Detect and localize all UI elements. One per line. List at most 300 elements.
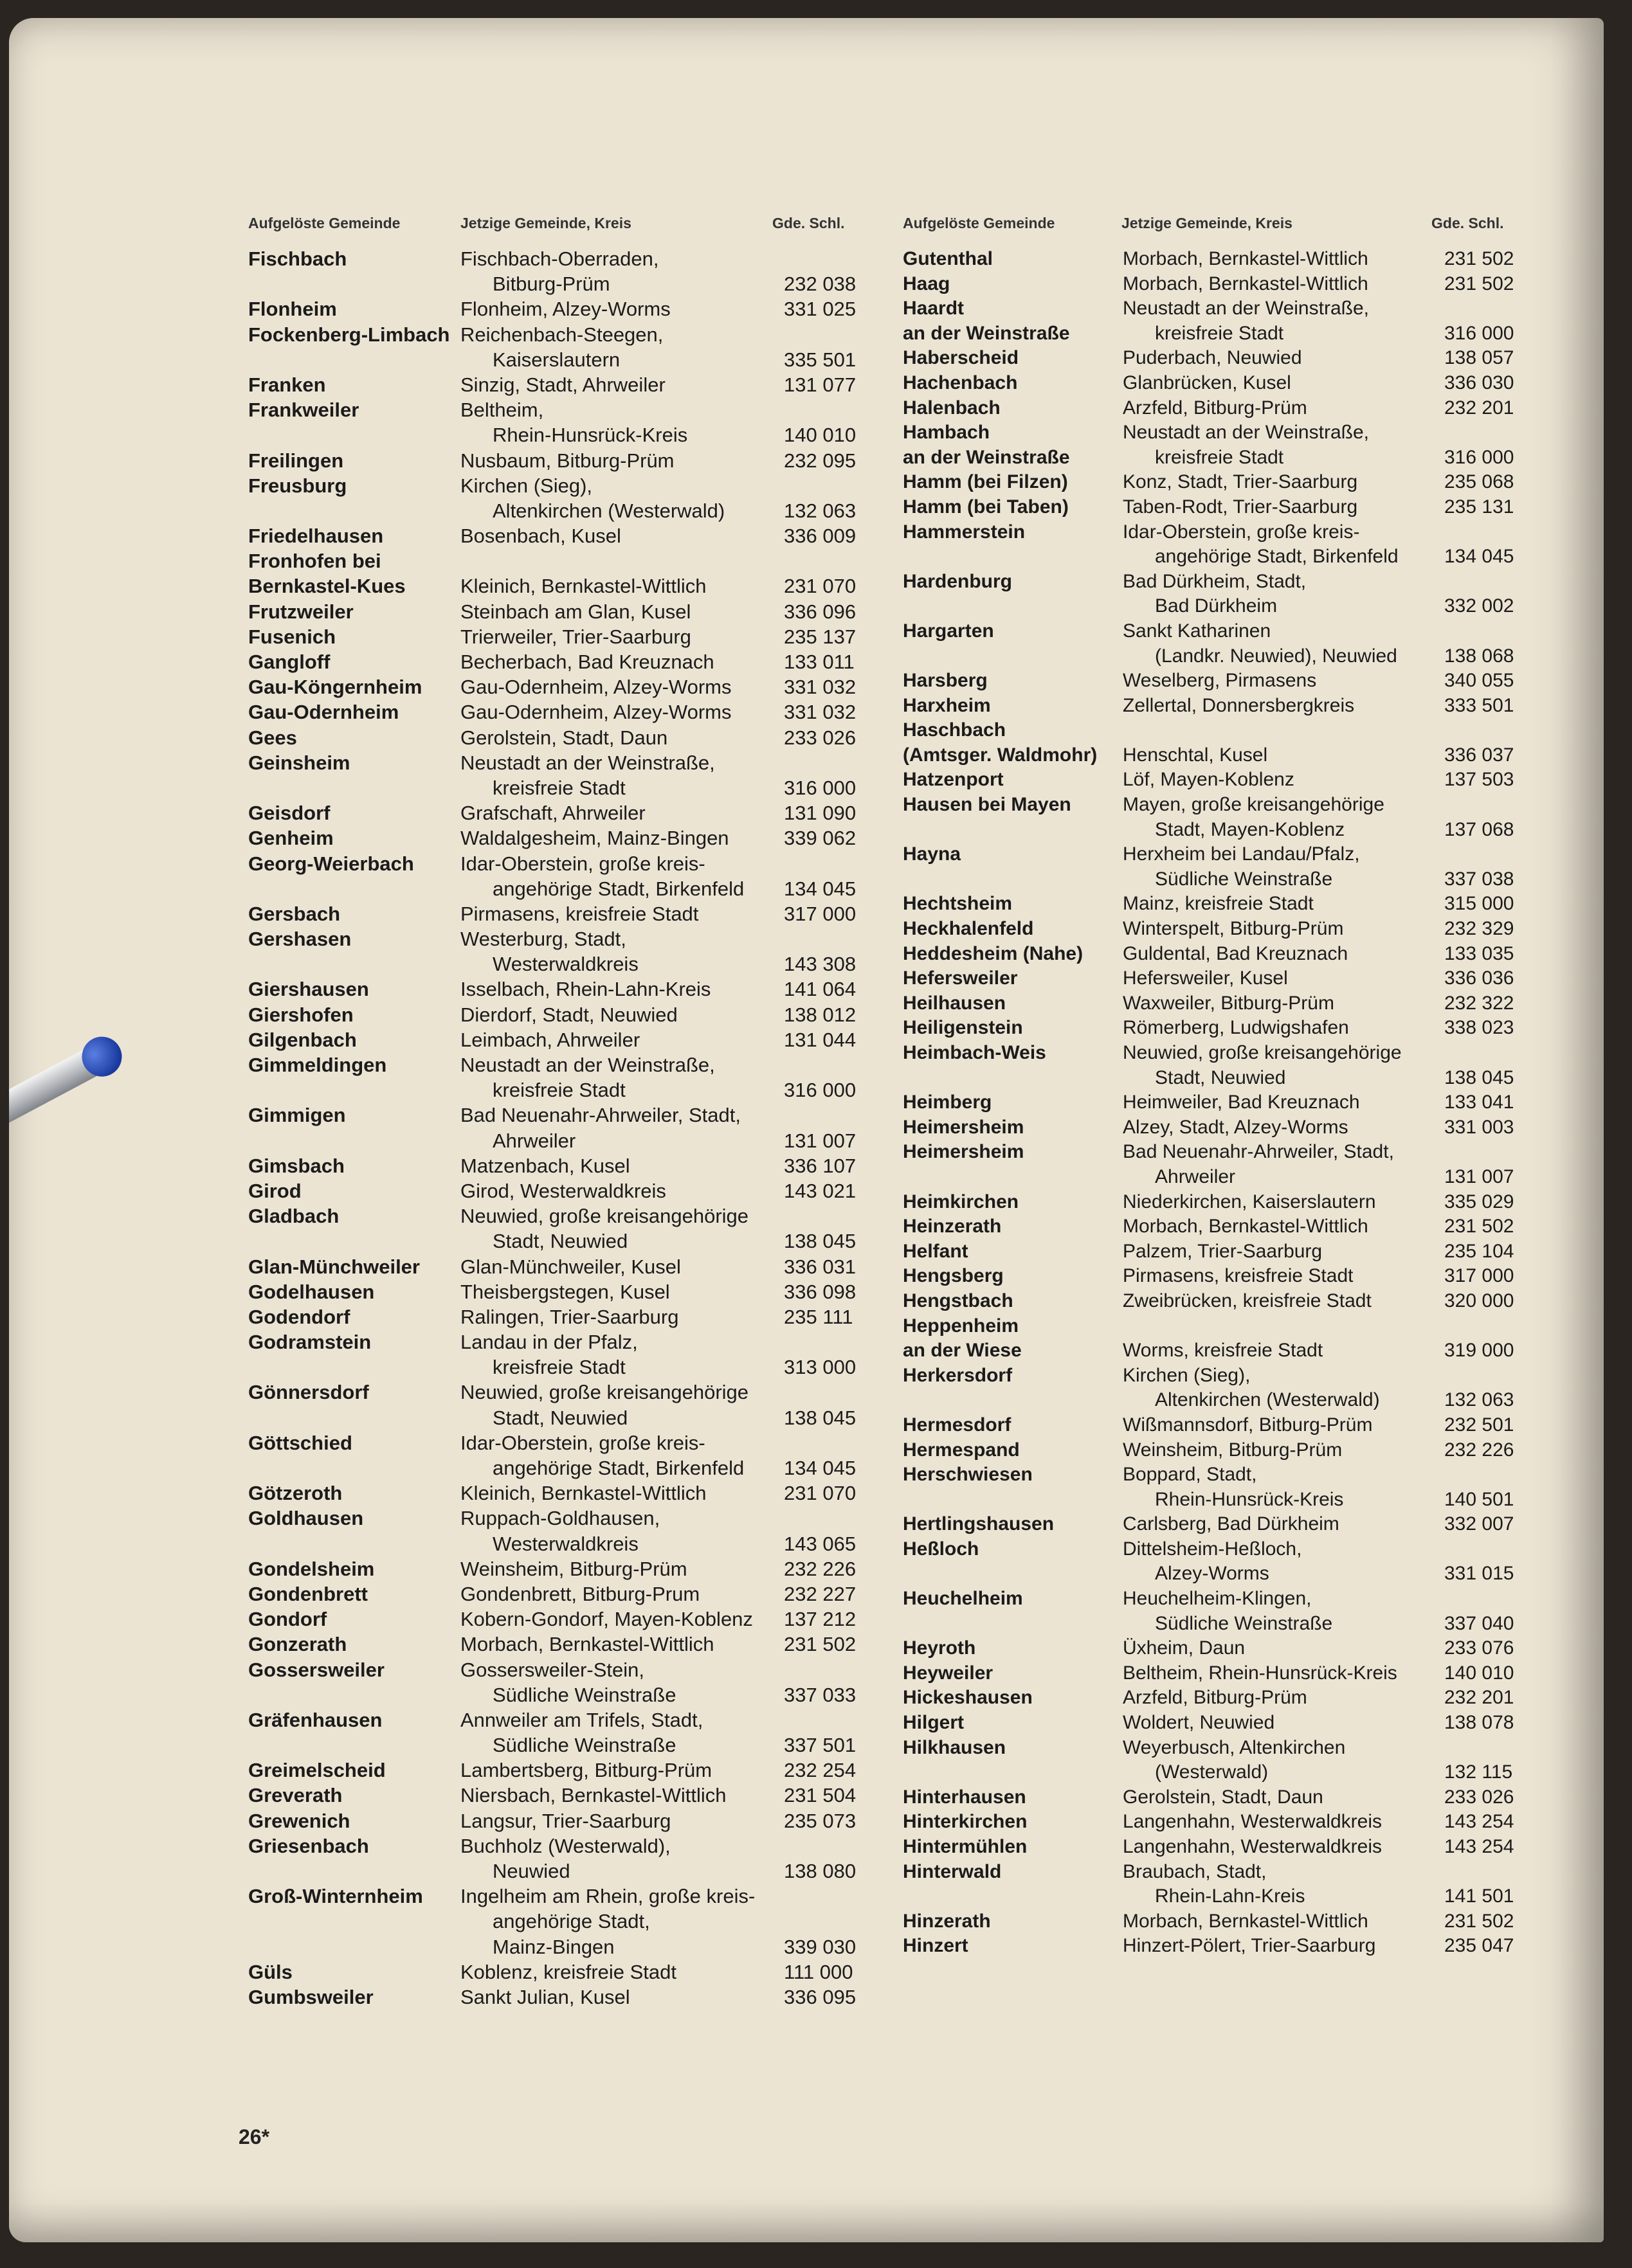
gemeinde-schluessel: 131 077 — [784, 373, 857, 396]
aufgeloeste-gemeinde: Harxheim — [903, 694, 991, 716]
table-row — [896, 1314, 1578, 1339]
jetzige-gemeinde-kreis: Bitburg-Prüm — [493, 273, 610, 296]
jetzige-gemeinde-kreis: Alzey, Stadt, Alzey-Worms — [1123, 1116, 1348, 1138]
table-row — [896, 768, 1578, 793]
jetzige-gemeinde-kreis: Weinsheim, Bitburg-Prüm — [1123, 1439, 1343, 1461]
jetzige-gemeinde-kreis: Pirmasens, kreisfreie Stadt — [1123, 1265, 1354, 1287]
jetzige-gemeinde-kreis: Römerberg, Ludwigshafen — [1123, 1017, 1349, 1039]
table-row — [239, 499, 882, 524]
gemeinde-schluessel: 140 010 — [1444, 1662, 1514, 1684]
gemeinde-schluessel: 233 026 — [1444, 1786, 1514, 1808]
aufgeloeste-gemeinde: Gräfenhausen — [248, 1708, 383, 1731]
jetzige-gemeinde-kreis: Beltheim, — [460, 399, 544, 422]
table-row — [239, 297, 882, 322]
gemeinde-schluessel: 134 045 — [1444, 546, 1514, 568]
jetzige-gemeinde-kreis: Bosenbach, Kusel — [460, 525, 621, 548]
aufgeloeste-gemeinde: Haschbach — [903, 719, 1006, 741]
gemeinde-schluessel: 332 002 — [1444, 595, 1514, 617]
jetzige-gemeinde-kreis: Rhein-Hunsrück-Kreis — [493, 424, 688, 447]
gemeinde-schluessel: 133 011 — [784, 651, 855, 673]
jetzige-gemeinde-kreis: Niersbach, Bernkastel-Wittlich — [460, 1784, 727, 1807]
table-row — [896, 1041, 1578, 1066]
aufgeloeste-gemeinde: Haag — [903, 273, 950, 294]
gemeinde-schluessel: 133 041 — [1444, 1092, 1514, 1113]
jetzige-gemeinde-kreis: Bad Dürkheim — [1155, 595, 1278, 617]
gemeinde-schluessel: 331 015 — [1444, 1563, 1514, 1585]
left-column — [239, 208, 882, 2010]
gemeinde-schluessel: 235 137 — [784, 625, 857, 648]
table-row — [239, 1884, 882, 1909]
gemeinde-schluessel: 138 068 — [1444, 645, 1514, 667]
aufgeloeste-gemeinde: Frankweiler — [248, 399, 359, 422]
aufgeloeste-gemeinde: Gondenbrett — [248, 1582, 368, 1605]
table-row — [896, 966, 1578, 991]
aufgeloeste-gemeinde: Herkersdorf — [903, 1364, 1013, 1386]
jetzige-gemeinde-kreis: Puderbach, Neuwied — [1123, 347, 1302, 369]
gemeinde-schluessel: 235 047 — [1444, 1935, 1514, 1957]
table-row — [239, 700, 882, 725]
gemeinde-schluessel: 232 254 — [784, 1759, 857, 1782]
gemeinde-schluessel: 337 501 — [784, 1734, 857, 1757]
aufgeloeste-gemeinde: Hatzenport — [903, 769, 1004, 791]
table-row — [239, 1758, 882, 1783]
jetzige-gemeinde-kreis: Gau-Odernheim, Alzey-Worms — [460, 676, 732, 699]
table-row — [896, 1289, 1578, 1314]
jetzige-gemeinde-kreis: Boppard, Stadt, — [1123, 1464, 1257, 1486]
jetzige-gemeinde-kreis: Bad Neuenahr-Ahrweiler, Stadt, — [1123, 1141, 1394, 1163]
gemeinde-schluessel: 138 045 — [784, 1406, 857, 1429]
table-row — [896, 1934, 1578, 1959]
aufgeloeste-gemeinde: Friedelhausen — [248, 525, 384, 548]
table-row — [896, 396, 1578, 421]
aufgeloeste-gemeinde: Gershasen — [248, 928, 352, 951]
aufgeloeste-gemeinde: Hausen bei Mayen — [903, 794, 1071, 816]
jetzige-gemeinde-kreis: Sankt Katharinen — [1123, 620, 1271, 642]
table-row — [896, 420, 1578, 446]
aufgeloeste-gemeinde: Hamm (bei Filzen) — [903, 471, 1068, 493]
table-row — [896, 1587, 1578, 1612]
table-row — [896, 371, 1578, 396]
table-row — [896, 1636, 1578, 1661]
gemeinde-schluessel: 335 029 — [1444, 1191, 1514, 1212]
gemeinde-schluessel: 320 000 — [1444, 1290, 1514, 1311]
table-row — [239, 826, 882, 851]
gemeinde-schluessel: 232 329 — [1444, 918, 1514, 940]
aufgeloeste-gemeinde: Glan-Münchweiler — [248, 1255, 420, 1278]
aufgeloeste-gemeinde: Gilgenbach — [248, 1028, 357, 1051]
jetzige-gemeinde-kreis: Waxweiler, Bitburg-Prüm — [1123, 992, 1334, 1014]
jetzige-gemeinde-kreis: Löf, Mayen-Koblenz — [1123, 769, 1294, 791]
table-row — [239, 524, 882, 549]
table-row — [239, 1733, 882, 1758]
table-row — [896, 1612, 1578, 1637]
aufgeloeste-gemeinde: Heddesheim (Nahe) — [903, 942, 1083, 964]
aufgeloeste-gemeinde: Bernkastel-Kues — [248, 575, 406, 598]
jetzige-gemeinde-kreis: kreisfreie Stadt — [1155, 322, 1284, 344]
table-row — [896, 793, 1578, 818]
gemeinde-schluessel: 233 026 — [784, 726, 857, 749]
table-row — [896, 1388, 1578, 1413]
table-row — [239, 1683, 882, 1708]
jetzige-gemeinde-kreis: Neustadt an der Weinstraße, — [460, 751, 715, 774]
table-row — [239, 726, 882, 751]
table-row — [239, 650, 882, 675]
table-row — [896, 247, 1578, 272]
gemeinde-schluessel: 336 037 — [1444, 744, 1514, 766]
gemeinde-schluessel: 316 000 — [784, 776, 857, 799]
jetzige-gemeinde-kreis: Altenkirchen (Westerwald) — [493, 499, 725, 522]
table-row — [239, 1280, 882, 1305]
jetzige-gemeinde-kreis: Bad Neuenahr-Ahrweiler, Stadt, — [460, 1104, 741, 1127]
gemeinde-schluessel: 340 055 — [1444, 670, 1514, 692]
table-row — [896, 1686, 1578, 1711]
jetzige-gemeinde-kreis: Weinsheim, Bitburg-Prüm — [460, 1557, 687, 1580]
gemeinde-schluessel: 131 007 — [1444, 1166, 1514, 1187]
table-row — [239, 549, 882, 574]
gemeinde-schluessel: 336 095 — [784, 1985, 857, 2008]
table-row — [239, 1582, 882, 1607]
jetzige-gemeinde-kreis: Guldental, Bad Kreuznach — [1123, 942, 1348, 964]
jetzige-gemeinde-kreis: Buchholz (Westerwald), — [460, 1834, 671, 1857]
jetzige-gemeinde-kreis: Grafschaft, Ahrweiler — [460, 802, 646, 825]
jetzige-gemeinde-kreis: Glanbrücken, Kusel — [1123, 372, 1291, 393]
jetzige-gemeinde-kreis: Idar-Oberstein, große kreis- — [460, 852, 705, 875]
aufgeloeste-gemeinde: Gees — [248, 726, 297, 749]
table-row — [239, 1557, 882, 1582]
jetzige-gemeinde-kreis: Neustadt an der Weinstraße, — [1123, 298, 1369, 320]
gemeinde-schluessel: 316 000 — [1444, 446, 1514, 468]
aufgeloeste-gemeinde: Greverath — [248, 1784, 343, 1807]
aufgeloeste-gemeinde: Gossersweiler — [248, 1658, 385, 1681]
gemeinde-schluessel: 231 502 — [1444, 1216, 1514, 1238]
aufgeloeste-gemeinde: Gonzerath — [248, 1633, 347, 1656]
jetzige-gemeinde-kreis: Alzey-Worms — [1155, 1563, 1269, 1585]
aufgeloeste-gemeinde: Herschwiesen — [903, 1464, 1033, 1486]
jetzige-gemeinde-kreis: Westerwaldkreis — [493, 1532, 639, 1555]
gemeinde-schluessel: 316 000 — [1444, 322, 1514, 344]
table-row — [239, 1632, 882, 1657]
gemeinde-schluessel: 231 070 — [784, 1482, 857, 1505]
table-row — [239, 348, 882, 373]
header-jetzige-gemeinde: Jetzige Gemeinde, Kreis — [1121, 215, 1292, 231]
gemeinde-schluessel: 313 000 — [784, 1356, 857, 1379]
jetzige-gemeinde-kreis: Westerwaldkreis — [493, 953, 639, 976]
gemeinde-schluessel: 336 031 — [784, 1255, 857, 1278]
aufgeloeste-gemeinde: (Amtsger. Waldmohr) — [903, 744, 1098, 766]
aufgeloeste-gemeinde: Hilgert — [903, 1712, 965, 1734]
gemeinde-schluessel: 232 501 — [1444, 1414, 1514, 1436]
jetzige-gemeinde-kreis: Weyerbusch, Altenkirchen — [1123, 1736, 1346, 1758]
jetzige-gemeinde-kreis: Konz, Stadt, Trier-Saarburg — [1123, 471, 1358, 493]
table-row — [239, 625, 882, 650]
jetzige-gemeinde-kreis: Theisbergstegen, Kusel — [460, 1280, 670, 1303]
jetzige-gemeinde-kreis: Worms, kreisfreie Stadt — [1123, 1340, 1323, 1362]
table-row — [239, 1658, 882, 1683]
aufgeloeste-gemeinde: Genheim — [248, 827, 334, 850]
gemeinde-schluessel: 336 030 — [1444, 372, 1514, 393]
table-row — [896, 942, 1578, 967]
jetzige-gemeinde-kreis: Mainz, kreisfreie Stadt — [1123, 893, 1314, 915]
gemeinde-schluessel: 331 032 — [784, 676, 857, 699]
aufgeloeste-gemeinde: Hinzerath — [903, 1910, 991, 1932]
aufgeloeste-gemeinde: Hilkhausen — [903, 1736, 1006, 1758]
jetzige-gemeinde-kreis: Ruppach-Goldhausen, — [460, 1507, 660, 1530]
jetzige-gemeinde-kreis: Carlsberg, Bad Dürkheim — [1123, 1513, 1339, 1535]
gemeinde-schluessel: 235 068 — [1444, 471, 1514, 493]
gemeinde-schluessel: 338 023 — [1444, 1017, 1514, 1039]
aufgeloeste-gemeinde: Hammerstein — [903, 521, 1026, 543]
table-row — [239, 902, 882, 927]
gemeinde-schluessel: 336 098 — [784, 1280, 857, 1303]
table-row — [896, 346, 1578, 371]
gemeinde-schluessel: 331 025 — [784, 298, 857, 321]
table-row — [896, 1214, 1578, 1239]
aufgeloeste-gemeinde: Flonheim — [248, 298, 337, 321]
aufgeloeste-gemeinde: Groß-Winternheim — [248, 1885, 423, 1908]
jetzige-gemeinde-kreis: Gondenbrett, Bitburg-Prum — [460, 1582, 700, 1605]
table-row — [896, 644, 1578, 669]
gemeinde-schluessel: 231 504 — [784, 1784, 857, 1807]
aufgeloeste-gemeinde: Heßloch — [903, 1538, 979, 1560]
gemeinde-schluessel: 317 000 — [784, 902, 857, 925]
aufgeloeste-gemeinde: Gondelsheim — [248, 1557, 375, 1580]
gemeinde-schluessel: 336 036 — [1444, 968, 1514, 989]
gemeinde-schluessel: 143 254 — [1444, 1811, 1514, 1833]
left-column-header — [239, 208, 882, 247]
table-row — [239, 1431, 882, 1456]
jetzige-gemeinde-kreis: Ralingen, Trier-Saarburg — [460, 1305, 679, 1328]
aufgeloeste-gemeinde: Heimkirchen — [903, 1191, 1019, 1212]
header-gde-schl: Gde. Schl. — [1431, 215, 1504, 231]
aufgeloeste-gemeinde: Gutenthal — [903, 248, 993, 269]
gemeinde-schluessel: 331 032 — [784, 701, 857, 724]
table-row — [239, 600, 882, 625]
table-row — [896, 520, 1578, 545]
jetzige-gemeinde-kreis: angehörige Stadt, Birkenfeld — [493, 1457, 745, 1479]
table-row — [239, 1255, 882, 1280]
aufgeloeste-gemeinde: Heuchelheim — [903, 1588, 1023, 1610]
table-row — [896, 1338, 1578, 1364]
aufgeloeste-gemeinde: Götzeroth — [248, 1482, 343, 1505]
jetzige-gemeinde-kreis: Beltheim, Rhein-Hunsrück-Kreis — [1123, 1662, 1397, 1684]
jetzige-gemeinde-kreis: Leimbach, Ahrweiler — [460, 1028, 640, 1051]
jetzige-gemeinde-kreis: Henschtal, Kusel — [1123, 744, 1268, 766]
table-row — [896, 544, 1578, 570]
table-row — [239, 247, 882, 272]
table-row — [239, 927, 882, 952]
table-row — [239, 272, 882, 297]
aufgeloeste-gemeinde: Halenbach — [903, 397, 1001, 419]
jetzige-gemeinde-kreis: Kirchen (Sieg), — [1123, 1364, 1251, 1386]
jetzige-gemeinde-kreis: Reichenbach-Steegen, — [460, 323, 664, 346]
jetzige-gemeinde-kreis: Pirmasens, kreisfreie Stadt — [460, 902, 699, 925]
jetzige-gemeinde-kreis: Kleinich, Bernkastel-Wittlich — [460, 575, 707, 598]
table-row — [239, 1103, 882, 1128]
gemeinde-schluessel: 339 062 — [784, 827, 857, 850]
aufgeloeste-gemeinde: Gladbach — [248, 1205, 340, 1228]
aufgeloeste-gemeinde: Godelhausen — [248, 1280, 375, 1303]
jetzige-gemeinde-kreis: Stadt, Neuwied — [1155, 1066, 1286, 1088]
gemeinde-schluessel: 138 078 — [1444, 1712, 1514, 1734]
gemeinde-schluessel: 317 000 — [1444, 1265, 1514, 1287]
table-row — [239, 1708, 882, 1733]
gemeinde-schluessel: 143 254 — [1444, 1836, 1514, 1857]
gemeinde-schluessel: 231 502 — [1444, 248, 1514, 269]
aufgeloeste-gemeinde: Hambach — [903, 422, 990, 444]
gemeinde-schluessel: 131 090 — [784, 802, 857, 825]
jetzige-gemeinde-kreis: Langenhahn, Westerwaldkreis — [1123, 1811, 1383, 1833]
gemeinde-schluessel: 134 045 — [784, 1457, 857, 1479]
gemeinde-schluessel: 319 000 — [1444, 1340, 1514, 1362]
table-row — [239, 1330, 882, 1355]
table-row — [896, 867, 1578, 892]
gemeinde-schluessel: 231 070 — [784, 575, 857, 598]
aufgeloeste-gemeinde: Hardenburg — [903, 570, 1013, 592]
jetzige-gemeinde-kreis: Üxheim, Daun — [1123, 1637, 1246, 1659]
jetzige-gemeinde-kreis: Glan-Münchweiler, Kusel — [460, 1255, 681, 1278]
gemeinde-schluessel: 235 104 — [1444, 1240, 1514, 1262]
table-row — [896, 1736, 1578, 1761]
aufgeloeste-gemeinde: Fusenich — [248, 625, 336, 648]
aufgeloeste-gemeinde: Hinterkirchen — [903, 1811, 1028, 1833]
gemeinde-schluessel: 333 501 — [1444, 694, 1514, 716]
table-row — [239, 1809, 882, 1834]
jetzige-gemeinde-kreis: kreisfreie Stadt — [493, 776, 626, 799]
jetzige-gemeinde-kreis: Gossersweiler-Stein, — [460, 1658, 644, 1681]
aufgeloeste-gemeinde: Frutzweiler — [248, 600, 354, 623]
table-row — [239, 373, 882, 398]
table-row — [239, 423, 882, 448]
jetzige-gemeinde-kreis: Arzfeld, Bitburg-Prüm — [1123, 397, 1307, 419]
table-row — [239, 1406, 882, 1431]
gemeinde-schluessel: 331 003 — [1444, 1116, 1514, 1138]
gemeinde-schluessel: 131 044 — [784, 1028, 857, 1051]
aufgeloeste-gemeinde: Girod — [248, 1179, 302, 1202]
table-row — [896, 1140, 1578, 1165]
table-row — [239, 1481, 882, 1506]
aufgeloeste-gemeinde: Fronhofen bei — [248, 550, 381, 573]
book-page — [9, 18, 1604, 2242]
aufgeloeste-gemeinde: Hinzert — [903, 1935, 968, 1957]
aufgeloeste-gemeinde: Haardt — [903, 298, 965, 320]
gemeinde-schluessel: 132 063 — [784, 499, 857, 522]
table-row — [896, 1438, 1578, 1463]
jetzige-gemeinde-kreis: Heimweiler, Bad Kreuznach — [1123, 1092, 1360, 1113]
gemeinde-schluessel: 140 010 — [784, 424, 857, 447]
aufgeloeste-gemeinde: Heiligenstein — [903, 1017, 1023, 1039]
gemeinde-schluessel: 132 115 — [1444, 1761, 1513, 1783]
header-aufgeloeste-gemeinde: Aufgelöste Gemeinde — [903, 215, 1055, 231]
jetzige-gemeinde-kreis: Herxheim bei Landau/Pfalz, — [1123, 843, 1360, 865]
table-row — [239, 1607, 882, 1632]
jetzige-gemeinde-kreis: Dittelsheim-Heßloch, — [1123, 1538, 1302, 1560]
aufgeloeste-gemeinde: Fockenberg-Limbach — [248, 323, 450, 346]
aufgeloeste-gemeinde: Georg-Weierbach — [248, 852, 414, 875]
gemeinde-schluessel: 337 033 — [784, 1683, 857, 1706]
table-row — [896, 1066, 1578, 1091]
gemeinde-schluessel: 231 502 — [784, 1633, 857, 1656]
jetzige-gemeinde-kreis: Kirchen (Sieg), — [460, 474, 593, 497]
aufgeloeste-gemeinde: Gumbsweiler — [248, 1985, 374, 2008]
jetzige-gemeinde-kreis: Girod, Westerwaldkreis — [460, 1179, 666, 1202]
table-row — [239, 1506, 882, 1531]
jetzige-gemeinde-kreis: Fischbach-Oberraden, — [460, 248, 659, 270]
right-table-body — [896, 247, 1578, 1959]
jetzige-gemeinde-kreis: Neuwied — [493, 1860, 570, 1882]
gemeinde-schluessel: 332 007 — [1444, 1513, 1514, 1535]
aufgeloeste-gemeinde: Harsberg — [903, 670, 988, 692]
jetzige-gemeinde-kreis: Woldert, Neuwied — [1123, 1712, 1275, 1734]
aufgeloeste-gemeinde: Heppenheim — [903, 1315, 1019, 1336]
table-row — [896, 718, 1578, 743]
gemeinde-schluessel: 336 096 — [784, 600, 857, 623]
table-row — [896, 1537, 1578, 1562]
table-row — [239, 1532, 882, 1557]
aufgeloeste-gemeinde: Goldhausen — [248, 1507, 364, 1530]
gemeinde-schluessel: 232 201 — [1444, 1687, 1514, 1709]
table-row — [896, 594, 1578, 619]
gemeinde-schluessel: 143 308 — [784, 953, 857, 976]
jetzige-gemeinde-kreis: Gerolstein, Stadt, Daun — [460, 726, 668, 749]
aufgeloeste-gemeinde: an der Weinstraße — [903, 322, 1070, 344]
jetzige-gemeinde-kreis: Dierdorf, Stadt, Neuwied — [460, 1003, 678, 1026]
table-row — [239, 801, 882, 826]
gemeinde-schluessel: 337 040 — [1444, 1612, 1514, 1634]
table-row — [896, 1562, 1578, 1587]
table-row — [896, 1264, 1578, 1289]
jetzige-gemeinde-kreis: angehörige Stadt, Birkenfeld — [493, 877, 745, 900]
table-row — [896, 1239, 1578, 1264]
jetzige-gemeinde-kreis: Annweiler am Trifels, Stadt, — [460, 1708, 703, 1731]
table-row — [896, 470, 1578, 495]
aufgeloeste-gemeinde: Griesenbach — [248, 1834, 369, 1857]
table-row — [239, 877, 882, 902]
aufgeloeste-gemeinde: Hintermühlen — [903, 1836, 1028, 1857]
table-row — [896, 619, 1578, 644]
jetzige-gemeinde-kreis: Westerburg, Stadt, — [460, 928, 626, 951]
gemeinde-schluessel: 232 201 — [1444, 397, 1514, 419]
table-row — [896, 1115, 1578, 1140]
aufgeloeste-gemeinde: Güls — [248, 1960, 293, 1983]
aufgeloeste-gemeinde: Heimersheim — [903, 1141, 1024, 1163]
gemeinde-schluessel: 339 030 — [784, 1935, 857, 1958]
table-row — [896, 818, 1578, 843]
jetzige-gemeinde-kreis: Zweibrücken, kreisfreie Stadt — [1123, 1290, 1372, 1311]
jetzige-gemeinde-kreis: Morbach, Bernkastel-Wittlich — [1123, 1216, 1368, 1238]
gemeinde-schluessel: 131 007 — [784, 1129, 857, 1152]
gemeinde-schluessel: 141 501 — [1444, 1886, 1514, 1907]
aufgeloeste-gemeinde: Hengsberg — [903, 1265, 1004, 1287]
aufgeloeste-gemeinde: Gondorf — [248, 1608, 327, 1631]
table-row — [239, 852, 882, 877]
header-aufgeloeste-gemeinde: Aufgelöste Gemeinde — [248, 215, 401, 231]
aufgeloeste-gemeinde: Heimberg — [903, 1092, 992, 1113]
jetzige-gemeinde-kreis: Idar-Oberstein, große kreis- — [460, 1431, 705, 1454]
gemeinde-schluessel: 140 501 — [1444, 1488, 1514, 1510]
jetzige-gemeinde-kreis: Stadt, Neuwied — [493, 1406, 628, 1429]
jetzige-gemeinde-kreis: Neuwied, große kreisangehörige — [1123, 1042, 1402, 1063]
jetzige-gemeinde-kreis: Südliche Weinstraße — [1155, 1612, 1333, 1634]
table-row — [239, 1154, 882, 1179]
jetzige-gemeinde-kreis: Altenkirchen (Westerwald) — [1155, 1389, 1380, 1411]
jetzige-gemeinde-kreis: Hefersweiler, Kusel — [1123, 968, 1288, 989]
table-row — [896, 842, 1578, 867]
jetzige-gemeinde-kreis: kreisfreie Stadt — [493, 1079, 626, 1102]
aufgeloeste-gemeinde: Geinsheim — [248, 751, 350, 774]
gemeinde-schluessel: 315 000 — [1444, 893, 1514, 915]
page-number: 26* — [239, 2125, 270, 2148]
jetzige-gemeinde-kreis: Morbach, Bernkastel-Wittlich — [1123, 248, 1368, 269]
